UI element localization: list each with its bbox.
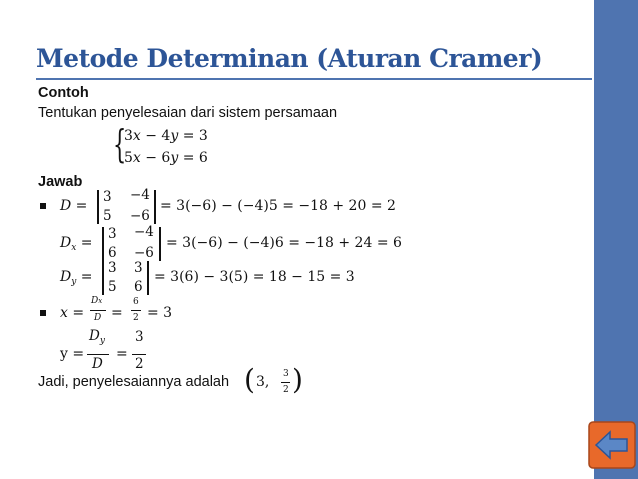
dx-matrix-right-bar [159,227,161,261]
dx-cell-12: −4 [134,224,154,240]
x-frac1-num-main: 𝐷 [91,296,99,306]
dx-sub: 𝑥 [71,243,77,253]
equation-2: 5𝑥 − 6𝑦 = 6 [124,150,208,166]
slide-title: Metode Determinan (Aturan Cramer) [36,44,543,73]
contoh-label: Contoh [38,85,89,101]
y-frac1-line [87,354,109,355]
dx-cell-21: 6 [108,245,117,261]
dy-cell-12: 3 [134,260,143,276]
dy-cell-22: 6 [134,279,143,295]
d-cell-22: −6 [130,208,150,224]
x-eq2: = 3 [147,305,173,321]
y-frac2-line [132,354,146,355]
dy-result: = 3(6) − 3(5) = 18 − 15 = 3 [154,269,355,285]
equation-1: 3𝑥 − 4𝑦 = 3 [124,128,208,144]
conclusion-frac-num: 3 [283,369,289,379]
bullet-1 [40,203,46,209]
x-frac2-num: 6 [133,297,139,307]
conclusion-open-paren: ( [244,363,255,396]
dy-cell-21: 5 [108,279,117,295]
y-frac2-den: 2 [135,356,144,372]
d-label: 𝐷 = [60,198,88,214]
title-divider [36,78,592,80]
jawab-label: Jawab [38,174,83,190]
conclusion-text: Jadi, penyelesaiannya adalah [38,374,230,390]
d-matrix-right-bar [154,190,156,224]
conclusion-frac-line [281,382,290,383]
x-frac1-den: 𝐷 [94,313,102,323]
dy-cell-11: 3 [108,260,117,276]
dy-sub: 𝑦 [71,277,77,287]
dy-matrix-right-bar [147,261,149,295]
dx-result: = 3(−6) − (−4)6 = −18 + 24 = 6 [166,235,402,251]
dy-matrix-left-bar [102,261,104,295]
x-frac2-line [131,310,141,311]
y-frac1-den: 𝐷 [92,356,103,372]
x-frac1-num-sub: 𝑥 [98,297,103,305]
y-frac1-num-sub: 𝑦 [99,336,105,346]
dx-cell-11: 3 [108,226,117,242]
accent-bar [594,0,638,479]
dx-cell-22: −6 [134,245,154,261]
y-lhs: y = [60,346,85,362]
d-cell-12: −4 [130,187,150,203]
dx-matrix-left-bar [102,227,104,261]
d-matrix-left-bar [97,190,99,224]
dx-eq: = [80,235,93,251]
x-lhs: 𝑥 = [60,305,85,321]
d-cell-11: 3 [103,189,112,205]
dy-eq: = [80,269,93,285]
conclusion-frac-den: 2 [283,385,289,395]
dy-label [60,270,93,287]
dx-label [60,236,93,253]
dy-main: 𝐷 [60,269,72,285]
y-eq1: = [116,346,128,362]
x-frac1-line [90,310,106,311]
conclusion-first: 3, [256,374,270,390]
back-button[interactable] [588,421,636,469]
conclusion-close-paren: ) [292,363,303,396]
system-brace: { [113,122,127,166]
x-frac1-num [91,297,102,306]
y-frac2-num: 3 [135,329,144,345]
bullet-2 [40,310,46,316]
x-frac2-den: 2 [133,313,139,323]
dx-main: 𝐷 [60,235,72,251]
d-result: = 3(−6) − (−4)5 = −18 + 20 = 2 [160,198,396,214]
y-frac1-num [89,330,105,346]
y-frac1-num-main: 𝐷 [89,328,100,344]
intro-text: Tentukan penyelesaian dari sistem persamaan [38,105,338,121]
x-eq1: = [111,305,123,321]
d-cell-21: 5 [103,208,112,224]
arrow-left-icon [588,421,636,469]
